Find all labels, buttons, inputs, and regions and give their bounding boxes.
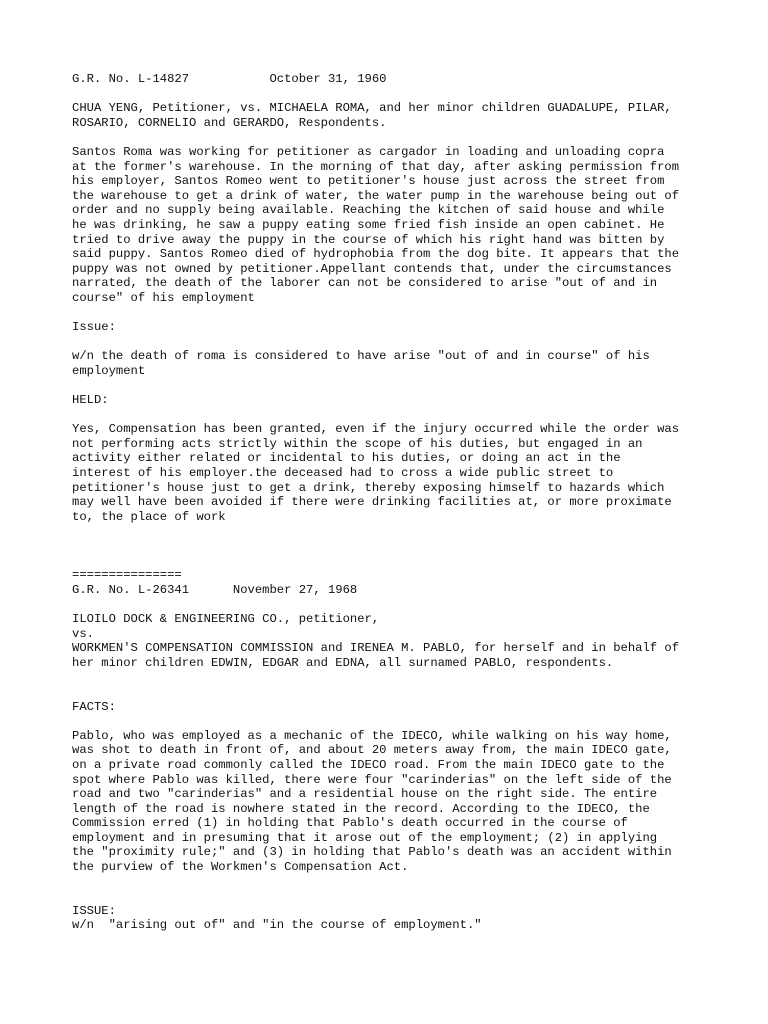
blank-line xyxy=(72,378,712,393)
document-line: Commission erred (1) in holding that Pablo's death occurred in the course of xyxy=(72,816,628,831)
document-line: vs. xyxy=(72,626,94,641)
blank-line xyxy=(72,130,712,145)
blank-line xyxy=(72,306,712,321)
blank-line xyxy=(72,597,712,612)
document-line: road and two "carinderias" and a residential house on the right side. The entire xyxy=(72,787,658,802)
blank-line xyxy=(72,539,712,554)
document-line: her minor children EDWIN, EDGAR and EDNA, all surnamed PABLO, respondents. xyxy=(72,655,614,670)
blank-line xyxy=(72,685,712,700)
document-line: not performing acts strictly within the scope of his duties, but engaged in an xyxy=(72,436,643,451)
document-line: petitioner's house just to get a drink, thereby exposing himself to hazards which xyxy=(72,480,665,495)
document-line: may well have been avoided if there were drinking facilities at, or more proximate xyxy=(72,495,672,510)
blank-line xyxy=(72,524,712,539)
document-line: G.R. No. L-14827 October 31, 1960 xyxy=(72,72,387,86)
document-line: HELD: xyxy=(72,393,109,408)
document-line: Santos Roma was working for petitioner as cargador in loading and unloading copra xyxy=(72,144,665,159)
document-line: =============== xyxy=(72,568,182,583)
document-line: ROSARIO, CORNELIO and GERARDO, Respondents. xyxy=(72,115,387,130)
document-line: order and no supply being available. Reaching the kitchen of said house and while xyxy=(72,203,665,218)
blank-line xyxy=(72,335,712,350)
blank-line xyxy=(72,87,712,102)
document-line: tried to drive away the puppy in the course of which his right hand was bitten by xyxy=(72,232,665,247)
document-line: on a private road commonly called the IDECO road. From the main IDECO gate to the xyxy=(72,757,665,772)
document-line: puppy was not owned by petitioner.Appellant contends that, under the circumstances xyxy=(72,261,672,276)
document-line: Issue: xyxy=(72,320,116,335)
document-line: FACTS: xyxy=(72,699,116,714)
document-line: course" of his employment xyxy=(72,290,255,305)
blank-line xyxy=(72,670,712,685)
document-line: Pablo, who was employed as a mechanic of the IDECO, while walking on his way home, xyxy=(72,728,672,743)
document-line: G.R. No. L-26341 November 27, 1968 xyxy=(72,582,358,597)
document-line: was shot to death in front of, and about 20 meters away from, the main IDECO gate, xyxy=(72,743,672,758)
blank-line xyxy=(72,554,712,569)
document-line: interest of his employer.the deceased had to cross a wide public street to xyxy=(72,466,614,481)
document-line: Yes, Compensation has been granted, even if the injury occurred while the order was xyxy=(72,422,680,437)
document-line: spot where Pablo was killed, there were four "carinderias" on the left side of the xyxy=(72,772,672,787)
blank-line xyxy=(72,408,712,423)
document-line: the warehouse to get a drink of water, the water pump in the warehouse being out of xyxy=(72,188,680,203)
document-line: employment xyxy=(72,363,146,378)
document-line: length of the road is nowhere stated in the record. According to the IDECO, the xyxy=(72,801,650,816)
document-line: WORKMEN'S COMPENSATION COMMISSION and IRENEA M. PABLO, for herself and in behalf of xyxy=(72,641,680,656)
document-line: to, the place of work xyxy=(72,509,226,524)
document-line: narrated, the death of the laborer can not be considered to arise "out of and in xyxy=(72,276,658,291)
document-body xyxy=(72,72,712,933)
document-line: at the former's warehouse. In the morning of that day, after asking permission from xyxy=(72,159,680,174)
document-line: activity either related or incidental to his duties, or doing an act in the xyxy=(72,451,621,466)
document-line: he was drinking, he saw a puppy eating some fried fish inside an open cabinet. He xyxy=(72,217,665,232)
blank-line xyxy=(72,889,712,904)
document-line: CHUA YENG, Petitioner, vs. MICHAELA ROMA, and her minor children GUADALUPE, PILAR, xyxy=(72,101,672,116)
document-line: w/n the death of roma is considered to have arise "out of and in course" of his xyxy=(72,349,650,364)
blank-line xyxy=(72,714,712,729)
document-line: ISSUE: xyxy=(72,903,116,918)
document-line: his employer, Santos Romeo went to petitioner's house just across the street from xyxy=(72,174,665,189)
document-line: said puppy. Santos Romeo died of hydrophobia from the dog bite. It appears that the xyxy=(72,247,680,262)
document-line: ILOILO DOCK & ENGINEERING CO., petitioner, xyxy=(72,611,380,626)
document-line: w/n "arising out of" and "in the course of employment." xyxy=(72,918,482,933)
document-line: employment and in presuming that it arose out of the employment; (2) in applying xyxy=(72,830,658,845)
blank-line xyxy=(72,875,712,890)
document-line: the "proximity rule;" and (3) in holding that Pablo's death was an accident within xyxy=(72,845,672,860)
document-line: the purview of the Workmen's Compensation Act. xyxy=(72,860,409,875)
